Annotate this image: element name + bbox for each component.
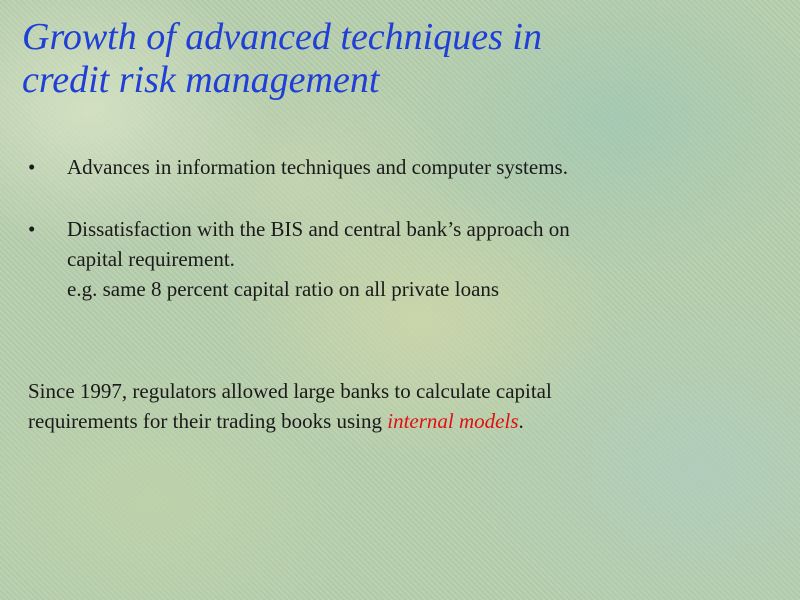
closing-line-2-start: requirements for their trading books using xyxy=(28,409,388,433)
internal-models-emphasis: internal models xyxy=(387,409,519,433)
bullet-dot-icon: • xyxy=(28,217,36,241)
bullet-item-advances xyxy=(28,152,748,182)
closing-paragraph xyxy=(28,376,758,436)
bullet-list xyxy=(28,152,748,304)
closing-line-1: Since 1997, regulators allowed large banks to calculate capital xyxy=(28,379,552,403)
bullet-text: capital requirement. xyxy=(67,247,235,271)
bullet-text: Advances in information techniques and computer systems. xyxy=(67,155,568,179)
bullet-text: Dissatisfaction with the BIS and central bank’s approach on xyxy=(67,217,570,241)
bullet-item-dissatisfaction xyxy=(28,214,748,304)
slide-title-line-2: credit risk management xyxy=(22,59,380,101)
slide-title xyxy=(22,16,722,102)
closing-line-2-end: . xyxy=(518,409,524,433)
bullet-dot-icon: • xyxy=(28,155,36,179)
bullet-example-text: e.g. same 8 percent capital ratio on all private loans xyxy=(67,277,500,301)
slide-title-line-1: Growth of advanced techniques in xyxy=(22,16,542,58)
